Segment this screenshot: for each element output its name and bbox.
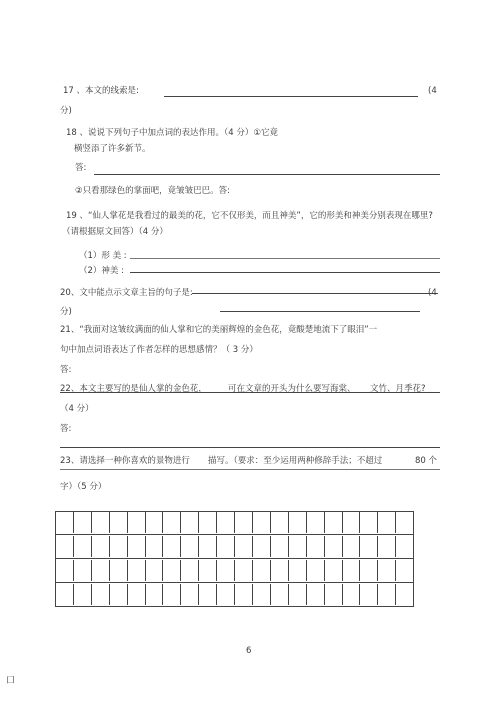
grid-cell[interactable]	[343, 512, 361, 533]
q23-part3: 80 个	[415, 456, 438, 466]
grid-cell[interactable]	[325, 536, 343, 557]
grid-row	[56, 584, 413, 605]
q17-text: 17 、本文的线索是:	[63, 86, 139, 96]
grid-cell[interactable]	[74, 536, 92, 557]
grid-cell[interactable]	[360, 512, 378, 533]
q23-part2: 描写。（要求：至少运用两种修辞手法；不超过	[208, 456, 383, 466]
q19-sub2-line[interactable]	[130, 272, 440, 273]
grid-cell[interactable]	[325, 584, 343, 605]
q19-line1: 19 、“仙人掌花是我看过的最美的花，它不仅形美，而且神美”，它的形美和神美分别表现在哪里?	[66, 211, 433, 221]
grid-cell[interactable]	[271, 536, 289, 557]
grid-cell[interactable]	[146, 560, 164, 581]
grid-cell[interactable]	[307, 536, 325, 557]
grid-cell[interactable]	[128, 536, 146, 557]
grid-cell[interactable]	[181, 512, 199, 533]
grid-cell[interactable]	[163, 560, 181, 581]
q20-text: 20、文中能点示文章主旨的句子是:	[60, 288, 193, 298]
grid-row-divider	[56, 582, 413, 583]
q20-answer-line[interactable]	[192, 293, 438, 294]
grid-cell[interactable]	[56, 584, 74, 605]
grid-cell[interactable]	[253, 536, 271, 557]
q22-part1: 22、本文主要写的是仙人掌的金色花，	[60, 384, 207, 394]
grid-cell[interactable]	[271, 584, 289, 605]
q19-line2: （请根据原文回答）（4 分）	[62, 227, 168, 237]
grid-cell[interactable]	[74, 560, 92, 581]
q17-answer-line[interactable]	[164, 96, 418, 97]
grid-cell[interactable]	[378, 584, 396, 605]
grid-cell[interactable]	[56, 536, 74, 557]
grid-cell[interactable]	[146, 512, 164, 533]
grid-cell[interactable]	[199, 512, 217, 533]
grid-cell[interactable]	[289, 584, 307, 605]
q18-line3: ②只看那绿色的掌面吧，竟皱皱巴巴。答:	[75, 186, 230, 196]
q23-divider	[60, 469, 440, 470]
grid-cell[interactable]	[271, 512, 289, 533]
grid-row-divider	[56, 558, 413, 559]
grid-cell[interactable]	[378, 560, 396, 581]
corner-mark: 口	[6, 676, 16, 686]
grid-cell[interactable]	[253, 512, 271, 533]
grid-cell[interactable]	[56, 560, 74, 581]
q20-score-b: 分)	[60, 307, 72, 317]
grid-cell[interactable]	[181, 584, 199, 605]
grid-cell[interactable]	[307, 512, 325, 533]
grid-cell[interactable]	[92, 512, 110, 533]
q22-answer-label: 答:	[60, 424, 72, 434]
grid-cell[interactable]	[181, 560, 199, 581]
grid-cell[interactable]	[217, 584, 235, 605]
grid-cell[interactable]	[217, 536, 235, 557]
writing-grid[interactable]	[55, 511, 414, 607]
grid-cell[interactable]	[181, 536, 199, 557]
grid-cell[interactable]	[378, 512, 396, 533]
grid-cell[interactable]	[163, 584, 181, 605]
grid-cell[interactable]	[74, 512, 92, 533]
grid-row	[56, 560, 413, 581]
grid-cell[interactable]	[343, 560, 361, 581]
q19-sub1-line[interactable]	[130, 258, 440, 259]
grid-cell[interactable]	[360, 560, 378, 581]
q18-answer-label: 答:	[75, 163, 87, 173]
q19-sub2: （2）神美 :	[79, 266, 124, 276]
q23-line2: 字）（5 分）	[60, 482, 107, 492]
q17-score-a: (4	[428, 86, 437, 96]
grid-cell[interactable]	[235, 584, 253, 605]
grid-cell[interactable]	[289, 560, 307, 581]
grid-cell[interactable]	[110, 512, 128, 533]
grid-cell[interactable]	[271, 560, 289, 581]
q19-sub1: （1）形 美 :	[79, 251, 127, 261]
grid-cell[interactable]	[128, 560, 146, 581]
grid-cell[interactable]	[163, 536, 181, 557]
q17-score-b: 分)	[60, 106, 72, 116]
grid-row	[56, 512, 413, 533]
page-number: 6	[246, 646, 252, 656]
grid-cell[interactable]	[235, 560, 253, 581]
q18-answer-line[interactable]	[94, 174, 440, 175]
grid-cell[interactable]	[253, 560, 271, 581]
grid-cell[interactable]	[199, 560, 217, 581]
grid-cell[interactable]	[92, 560, 110, 581]
grid-cell[interactable]	[56, 512, 74, 533]
grid-cell[interactable]	[396, 560, 413, 581]
grid-cell[interactable]	[217, 560, 235, 581]
q18-line1: 18 、说说下列句子中加点词的表达作用。（4 分）①它竟	[66, 128, 279, 138]
q23-part1: 23、请选择一种你喜欢的景物进行	[60, 456, 190, 466]
grid-cell[interactable]	[289, 512, 307, 533]
q20-score-a: (4	[428, 288, 437, 298]
grid-cell[interactable]	[199, 584, 217, 605]
grid-cell[interactable]	[343, 536, 361, 557]
grid-cell[interactable]	[110, 536, 128, 557]
grid-cell[interactable]	[396, 512, 413, 533]
grid-cell[interactable]	[289, 536, 307, 557]
grid-cell[interactable]	[325, 512, 343, 533]
grid-cell[interactable]	[360, 536, 378, 557]
q22-strike-line	[60, 392, 440, 393]
q21-answer-label: 答:	[60, 365, 72, 375]
q22-score: （4 分）	[60, 404, 94, 414]
grid-cell[interactable]	[110, 584, 128, 605]
grid-cell[interactable]	[146, 536, 164, 557]
grid-cell[interactable]	[110, 560, 128, 581]
grid-cell[interactable]	[325, 560, 343, 581]
grid-cell[interactable]	[343, 584, 361, 605]
q22-answer-line[interactable]	[60, 447, 440, 448]
grid-cell[interactable]	[163, 512, 181, 533]
grid-row	[56, 536, 413, 557]
q21-line1: 21、“我面对这皱纹满面的仙人掌和它的美丽辉煌的金色花，竟酸楚地流下了眼泪”一	[60, 325, 378, 335]
q22-part3: 文竹、月季花?	[370, 384, 426, 394]
grid-cell[interactable]	[74, 584, 92, 605]
grid-cell[interactable]	[146, 584, 164, 605]
grid-cell[interactable]	[235, 512, 253, 533]
q22-part2: 可在文章的开头为什么要写海棠、	[228, 384, 356, 394]
grid-cell[interactable]	[378, 536, 396, 557]
grid-cell[interactable]	[128, 512, 146, 533]
grid-cell[interactable]	[217, 512, 235, 533]
q18-line2: 横竖添了许多新节。	[74, 144, 151, 154]
grid-cell[interactable]	[92, 584, 110, 605]
grid-cell[interactable]	[396, 536, 413, 557]
grid-cell[interactable]	[235, 536, 253, 557]
q20-answer-line-2[interactable]	[220, 311, 420, 312]
grid-cell[interactable]	[396, 584, 413, 605]
grid-cell[interactable]	[360, 584, 378, 605]
grid-cell[interactable]	[253, 584, 271, 605]
grid-cell[interactable]	[307, 560, 325, 581]
grid-row-divider	[56, 534, 413, 535]
q21-line2: 句中加点词语表达了作者怎样的思想感情？（ 3 分）	[60, 345, 258, 355]
grid-cell[interactable]	[307, 584, 325, 605]
grid-cell[interactable]	[92, 536, 110, 557]
grid-cell[interactable]	[128, 584, 146, 605]
grid-cell[interactable]	[199, 536, 217, 557]
